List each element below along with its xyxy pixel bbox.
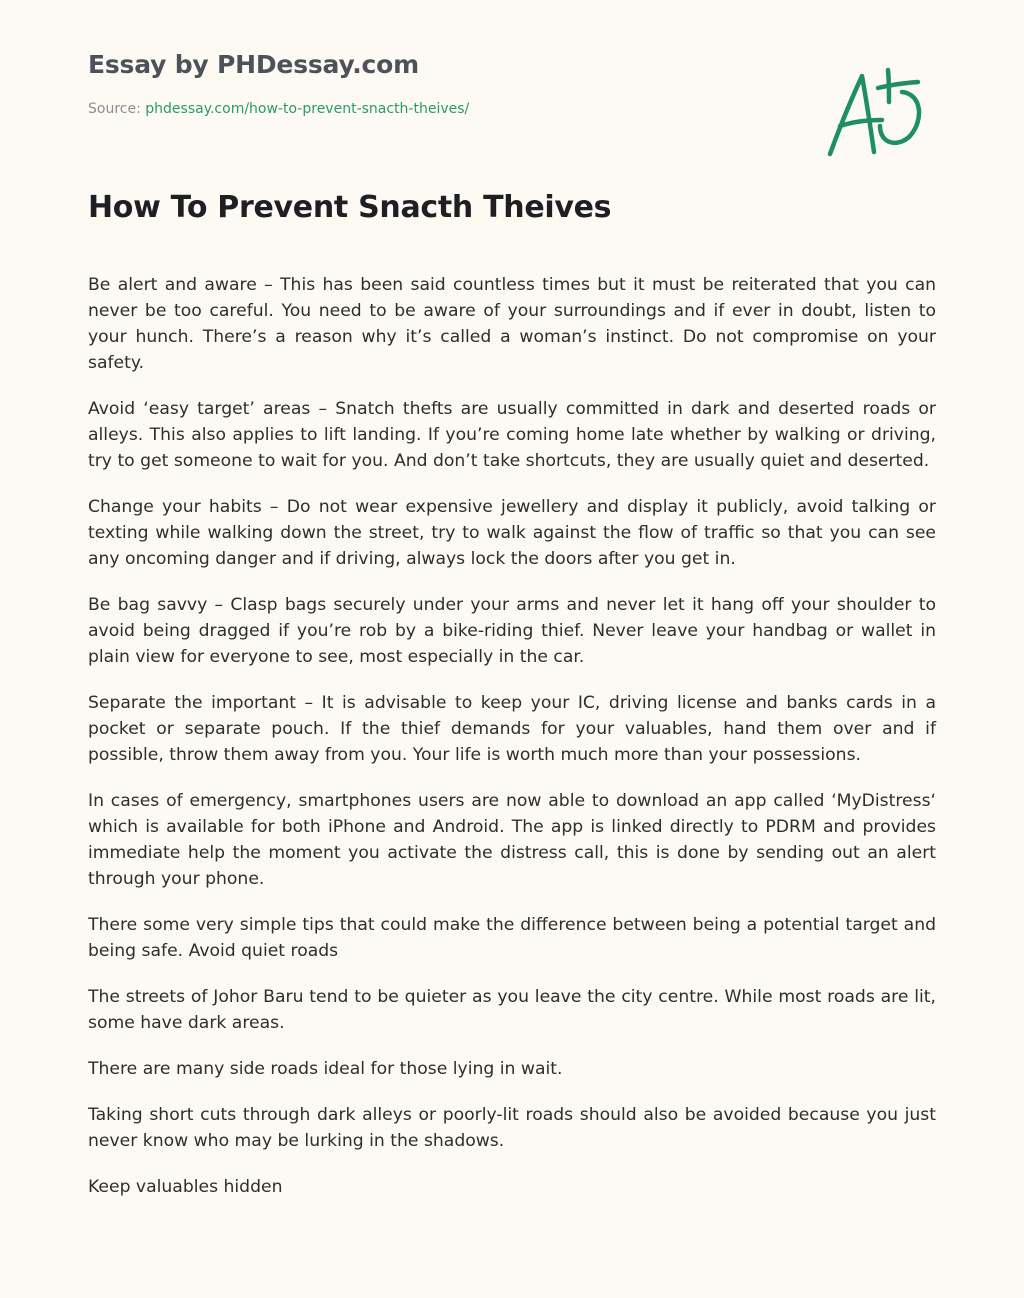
essay-paragraph: There some very simple tips that could make the difference between being a potential target and being safe. Avoid quiet roads (88, 915, 936, 961)
essay-paragraph: Taking short cuts through dark alleys or poorly-lit roads should also be avoided because you just never know who may be lurking in the shadows. (88, 1105, 936, 1151)
essay-paragraph: Keep valuables hidden (88, 1177, 283, 1197)
source-label: Source: (88, 101, 146, 117)
essay-body (88, 272, 936, 1220)
essay-paragraph: Be bag savvy – Clasp bags securely under your arms and never let it hang off your shoulder to avoid being dragged if you’re rob by a bike-riding thief. Never leave your handbag or wallet in plain view for everyone to see, most especially in the car. (88, 595, 936, 667)
source-line (88, 101, 469, 117)
essay-paragraph: Be alert and aware – This has been said countless times but it must be reiterated that you can never be too careful. You need to be aware of your surroundings and if ever in doubt, listen to your hunch. There’s a reason why it’s called a woman’s instinct. Do not compromise on your safety. (88, 275, 936, 373)
essay-title: How To Prevent Snacth Theives (88, 190, 612, 225)
source-link[interactable]: phdessay.com/how-to-prevent-snacth-theives/ (145, 101, 470, 117)
essay-paragraph: Separate the important – It is advisable to keep your IC, driving license and banks cards in a pocket or separate pouch. If the thief demands for your valuables, hand them over and if possible, throw them away from you. Your life is worth much more than your possessions. (88, 693, 936, 765)
a-plus-grade-icon (822, 62, 928, 162)
essay-paragraph: Change your habits – Do not wear expensive jewellery and display it publicly, avoid talking or texting while walking down the street, try to walk against the flow of traffic so that you can see any oncoming danger and if driving, always lock the doors after you get in. (88, 497, 936, 569)
essay-paragraph: The streets of Johor Baru tend to be quieter as you leave the city centre. While most roads are lit, some have dark areas. (88, 987, 936, 1033)
essay-paragraph: In cases of emergency, smartphones users are now able to download an app called ‘MyDistress‘ which is available for both iPhone and Android. The app is linked directly to PDRM and provides immediate help the moment you activate the distress call, this is done by sending out an alert through your phone. (88, 791, 936, 889)
essay-paragraph: There are many side roads ideal for those lying in wait. (88, 1059, 563, 1079)
essay-paragraph: Avoid ‘easy target’ areas – Snatch thefts are usually committed in dark and deserted roads or alleys. This also applies to lift landing. If you’re coming home late whether by walking or driving, try to get someone to wait for you. And don’t take shortcuts, they are usually quiet and deserted. (88, 399, 936, 471)
site-brand: Essay by PHDessay.com (88, 50, 419, 79)
